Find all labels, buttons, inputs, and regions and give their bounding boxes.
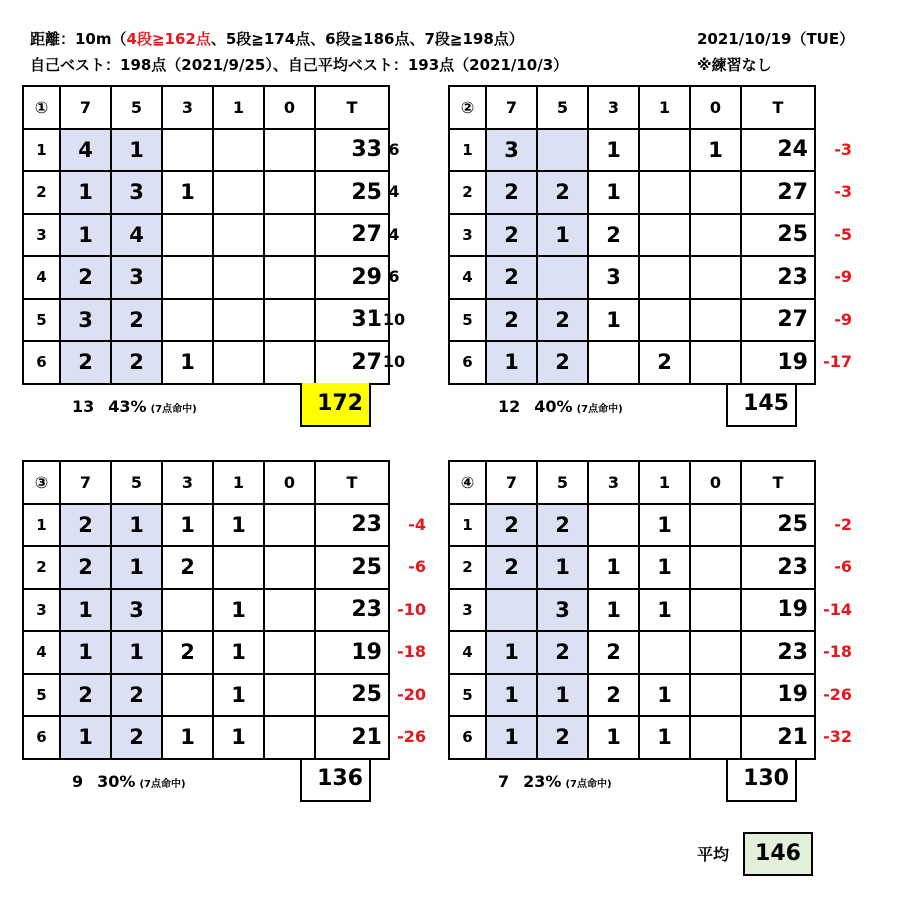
end-total: 21 — [741, 716, 815, 759]
table-row — [449, 214, 815, 257]
end-number: 1 — [23, 129, 60, 172]
hit-percent: 43% — [108, 396, 147, 416]
hit-percent: 40% — [534, 396, 573, 416]
count-cell: 1 — [60, 589, 111, 632]
count-cell: 1 — [588, 129, 639, 172]
end-total: 21 — [315, 716, 389, 759]
header-thresholds: 、5段≧174点、6段≧186点、7段≧198点） — [210, 30, 524, 48]
end-total: 23 — [741, 631, 815, 674]
column-header: 0 — [690, 86, 741, 129]
count-cell: 4 — [111, 214, 162, 257]
count-cell: 2 — [537, 631, 588, 674]
count-cell — [690, 546, 741, 589]
count-cell: 2 — [111, 299, 162, 342]
hit-note: (7点命中) — [150, 403, 197, 415]
set-label: ③ — [23, 461, 60, 504]
set-label: ② — [449, 86, 486, 129]
count-cell: 1 — [588, 299, 639, 342]
count-cell: 1 — [588, 546, 639, 589]
count-cell: 2 — [537, 716, 588, 759]
count-cell — [639, 214, 690, 257]
count-cell: 2 — [162, 631, 213, 674]
count-cell — [690, 716, 741, 759]
count-cell: 1 — [60, 214, 111, 257]
count-cell — [264, 299, 315, 342]
end-number: 1 — [449, 129, 486, 172]
count-cell: 2 — [588, 674, 639, 717]
count-cell: 3 — [111, 171, 162, 214]
end-number: 6 — [449, 716, 486, 759]
cumulative-diff: -26 — [823, 684, 852, 704]
count-cell: 2 — [60, 341, 111, 384]
average-value: 146 — [743, 832, 813, 876]
hit-percent: 23% — [523, 771, 562, 791]
end-total: 19 — [741, 341, 815, 384]
count-cell: 1 — [60, 631, 111, 674]
column-header: 0 — [264, 461, 315, 504]
count-cell — [264, 631, 315, 674]
count-cell: 1 — [690, 129, 741, 172]
count-cell: 2 — [486, 214, 537, 257]
cumulative-diff: -10 — [397, 599, 426, 619]
cumulative-diff: -18 — [823, 642, 852, 661]
table-row — [23, 631, 389, 674]
side-count: 6 — [388, 267, 400, 286]
count-cell: 2 — [537, 171, 588, 214]
count-cell: 3 — [486, 129, 537, 172]
count-cell — [162, 256, 213, 299]
count-cell: 2 — [588, 631, 639, 674]
column-header: 3 — [162, 461, 213, 504]
cumulative-diff: -2 — [834, 514, 852, 534]
count-cell — [690, 299, 741, 342]
table-row — [23, 341, 389, 384]
count-cell: 2 — [537, 299, 588, 342]
column-header: T — [315, 86, 389, 129]
table-row — [449, 674, 815, 717]
count-cell: 1 — [639, 546, 690, 589]
end-number: 1 — [449, 504, 486, 547]
count-cell — [264, 171, 315, 214]
header-4dan-threshold: 4段≧162点 — [126, 30, 211, 48]
end-total: 25 — [741, 214, 815, 257]
count-cell: 1 — [486, 341, 537, 384]
count-cell — [264, 341, 315, 384]
column-header: 5 — [537, 86, 588, 129]
column-header: 7 — [486, 461, 537, 504]
cumulative-diff: -32 — [823, 727, 852, 746]
side-count: 6 — [388, 139, 400, 159]
end-total: 19 — [741, 589, 815, 632]
column-header: 7 — [60, 461, 111, 504]
column-header: 5 — [111, 86, 162, 129]
cumulative-diff: -3 — [834, 182, 852, 201]
count-cell: 3 — [111, 589, 162, 632]
table-row — [23, 674, 389, 717]
table-row — [23, 299, 389, 342]
end-total: 23 — [315, 589, 389, 632]
end-total: 24 — [741, 129, 815, 172]
count-cell — [213, 129, 264, 172]
table-row — [449, 299, 815, 342]
count-cell: 2 — [111, 341, 162, 384]
column-header: 5 — [537, 461, 588, 504]
count-cell — [213, 214, 264, 257]
count-cell — [588, 504, 639, 547]
end-number: 3 — [23, 589, 60, 632]
table-row — [23, 716, 389, 759]
column-header: 1 — [213, 461, 264, 504]
table-row — [449, 129, 815, 172]
count-cell — [264, 256, 315, 299]
end-number: 1 — [23, 504, 60, 547]
end-number: 5 — [23, 674, 60, 717]
table-row — [23, 546, 389, 589]
count-cell: 4 — [60, 129, 111, 172]
table-row — [449, 546, 815, 589]
column-header: T — [741, 461, 815, 504]
count-cell — [162, 214, 213, 257]
count-cell — [639, 171, 690, 214]
end-total: 23 — [741, 256, 815, 299]
end-number: 2 — [23, 546, 60, 589]
hit-percent: 30% — [97, 771, 136, 791]
count-cell: 1 — [486, 674, 537, 717]
count-cell: 2 — [486, 546, 537, 589]
end-total: 33 — [315, 129, 389, 172]
column-header: 1 — [639, 461, 690, 504]
count-cell: 1 — [639, 716, 690, 759]
header-note: ※練習なし — [697, 56, 772, 74]
count-cell: 1 — [588, 589, 639, 632]
count-cell: 2 — [486, 299, 537, 342]
cumulative-diff: -14 — [823, 599, 852, 619]
table-row — [449, 256, 815, 299]
column-header: 1 — [639, 86, 690, 129]
count-cell: 1 — [639, 589, 690, 632]
count-cell — [639, 256, 690, 299]
end-number: 6 — [23, 716, 60, 759]
end-number: 3 — [449, 589, 486, 632]
count-cell: 1 — [639, 674, 690, 717]
count-cell — [690, 631, 741, 674]
count-cell — [162, 589, 213, 632]
count-cell: 2 — [60, 256, 111, 299]
end-total: 29 — [315, 256, 389, 299]
count-cell: 1 — [111, 504, 162, 547]
count-cell — [537, 256, 588, 299]
end-number: 4 — [449, 631, 486, 674]
end-total: 19 — [741, 674, 815, 717]
end-number: 6 — [23, 341, 60, 384]
cumulative-diff: -6 — [834, 557, 852, 576]
end-total: 23 — [315, 504, 389, 547]
hit-count: 12 — [498, 396, 521, 416]
column-header: 0 — [264, 86, 315, 129]
count-cell: 1 — [486, 631, 537, 674]
table-row — [23, 171, 389, 214]
side-count: 4 — [388, 182, 400, 201]
cumulative-diff: -4 — [408, 514, 426, 534]
side-count: 10 — [382, 352, 406, 371]
set-total: 136 — [300, 758, 371, 802]
hit-count: 9 — [72, 771, 84, 791]
set-total: 172 — [300, 383, 371, 427]
table-row — [449, 504, 815, 547]
end-number: 5 — [23, 299, 60, 342]
table-row — [23, 589, 389, 632]
hit-note: (7点命中) — [139, 778, 186, 790]
side-count: 10 — [382, 309, 406, 329]
column-header: T — [315, 461, 389, 504]
hit-summary — [498, 397, 623, 416]
count-cell: 3 — [588, 256, 639, 299]
count-cell: 1 — [213, 631, 264, 674]
column-header: 3 — [162, 86, 213, 129]
count-cell — [213, 299, 264, 342]
count-cell: 2 — [486, 504, 537, 547]
end-total: 19 — [315, 631, 389, 674]
end-total: 27 — [315, 341, 389, 384]
header-date: 2021/10/19（TUE） — [697, 30, 855, 48]
count-cell: 1 — [537, 214, 588, 257]
end-total: 23 — [741, 546, 815, 589]
column-header: 3 — [588, 461, 639, 504]
count-cell: 1 — [111, 129, 162, 172]
table-row — [23, 256, 389, 299]
end-number: 4 — [23, 256, 60, 299]
score-table-1 — [22, 85, 390, 385]
count-cell: 2 — [60, 674, 111, 717]
count-cell: 1 — [537, 546, 588, 589]
end-total: 27 — [315, 214, 389, 257]
count-cell: 2 — [111, 716, 162, 759]
column-header: 3 — [588, 86, 639, 129]
header-line-2: 自己ベスト：198点（2021/9/25）、自己平均ベスト：193点（2021/10/3） — [30, 56, 569, 74]
header-line-1 — [30, 28, 524, 49]
count-cell — [213, 546, 264, 589]
end-number: 6 — [449, 341, 486, 384]
header-distance: 距離：10m（ — [30, 30, 127, 48]
hit-summary — [498, 772, 612, 791]
count-cell — [264, 589, 315, 632]
count-cell: 1 — [213, 504, 264, 547]
set-label: ④ — [449, 461, 486, 504]
table-row — [449, 341, 815, 384]
end-total: 25 — [315, 171, 389, 214]
cumulative-diff: -6 — [408, 557, 426, 576]
count-cell — [213, 256, 264, 299]
end-number: 3 — [23, 214, 60, 257]
count-cell — [264, 129, 315, 172]
end-number: 2 — [449, 546, 486, 589]
count-cell: 3 — [111, 256, 162, 299]
table-row — [449, 716, 815, 759]
cumulative-diff: -26 — [397, 727, 426, 746]
end-total: 25 — [315, 546, 389, 589]
table-row — [23, 504, 389, 547]
score-table-4 — [448, 460, 816, 760]
count-cell: 1 — [639, 504, 690, 547]
end-number: 3 — [449, 214, 486, 257]
column-header: 7 — [60, 86, 111, 129]
table-row — [23, 129, 389, 172]
cumulative-diff: -20 — [397, 684, 426, 704]
count-cell: 1 — [588, 716, 639, 759]
column-header: 1 — [213, 86, 264, 129]
cumulative-diff: -5 — [834, 224, 852, 244]
count-cell — [690, 674, 741, 717]
end-total: 25 — [315, 674, 389, 717]
count-cell — [213, 171, 264, 214]
hit-count: 13 — [72, 396, 95, 416]
count-cell: 1 — [213, 674, 264, 717]
hit-note: (7点命中) — [576, 403, 623, 415]
count-cell — [690, 214, 741, 257]
column-header: T — [741, 86, 815, 129]
hit-count: 7 — [498, 771, 510, 791]
count-cell: 2 — [537, 341, 588, 384]
count-cell — [690, 171, 741, 214]
cumulative-diff: -18 — [397, 642, 426, 661]
count-cell: 1 — [162, 716, 213, 759]
count-cell: 1 — [486, 716, 537, 759]
count-cell — [690, 504, 741, 547]
average-label: 平均 — [697, 845, 730, 864]
count-cell: 1 — [588, 171, 639, 214]
count-cell: 1 — [60, 171, 111, 214]
count-cell — [639, 299, 690, 342]
hit-summary — [72, 772, 186, 791]
count-cell: 2 — [639, 341, 690, 384]
count-cell — [690, 341, 741, 384]
count-cell: 2 — [486, 256, 537, 299]
count-cell: 2 — [486, 171, 537, 214]
table-row — [23, 214, 389, 257]
table-row — [449, 589, 815, 632]
score-table-2 — [448, 85, 816, 385]
count-cell — [264, 674, 315, 717]
count-cell — [264, 716, 315, 759]
count-cell: 2 — [588, 214, 639, 257]
count-cell: 1 — [162, 504, 213, 547]
count-cell — [537, 129, 588, 172]
count-cell: 1 — [213, 589, 264, 632]
count-cell — [162, 129, 213, 172]
count-cell: 1 — [111, 546, 162, 589]
count-cell — [639, 631, 690, 674]
set-total: 145 — [726, 383, 797, 427]
count-cell — [264, 504, 315, 547]
count-cell: 2 — [60, 504, 111, 547]
count-cell: 1 — [213, 716, 264, 759]
count-cell: 3 — [537, 589, 588, 632]
count-cell: 1 — [162, 341, 213, 384]
count-cell: 2 — [60, 546, 111, 589]
end-number: 5 — [449, 674, 486, 717]
end-number: 4 — [23, 631, 60, 674]
count-cell: 2 — [537, 504, 588, 547]
count-cell: 2 — [111, 674, 162, 717]
column-header: 7 — [486, 86, 537, 129]
count-cell: 2 — [162, 546, 213, 589]
cumulative-diff: -17 — [823, 352, 852, 371]
count-cell: 1 — [111, 631, 162, 674]
count-cell: 1 — [162, 171, 213, 214]
table-row — [449, 631, 815, 674]
set-total: 130 — [726, 758, 797, 802]
end-number: 4 — [449, 256, 486, 299]
end-total: 25 — [741, 504, 815, 547]
side-count: 4 — [388, 224, 400, 244]
count-cell — [639, 129, 690, 172]
end-number: 5 — [449, 299, 486, 342]
count-cell — [690, 256, 741, 299]
column-header: 0 — [690, 461, 741, 504]
count-cell — [588, 341, 639, 384]
hit-summary — [72, 397, 197, 416]
count-cell: 1 — [60, 716, 111, 759]
count-cell — [162, 299, 213, 342]
count-cell: 3 — [60, 299, 111, 342]
column-header: 5 — [111, 461, 162, 504]
count-cell — [162, 674, 213, 717]
end-number: 2 — [23, 171, 60, 214]
cumulative-diff: -3 — [834, 139, 852, 159]
end-number: 2 — [449, 171, 486, 214]
hit-note: (7点命中) — [565, 778, 612, 790]
count-cell — [264, 214, 315, 257]
count-cell — [486, 589, 537, 632]
count-cell — [690, 589, 741, 632]
cumulative-diff: -9 — [834, 267, 852, 286]
end-total: 31 — [315, 299, 389, 342]
count-cell: 1 — [537, 674, 588, 717]
set-label: ① — [23, 86, 60, 129]
end-total: 27 — [741, 299, 815, 342]
table-row — [449, 171, 815, 214]
end-total: 27 — [741, 171, 815, 214]
score-table-3 — [22, 460, 390, 760]
count-cell — [213, 341, 264, 384]
count-cell — [264, 546, 315, 589]
cumulative-diff: -9 — [834, 309, 852, 329]
